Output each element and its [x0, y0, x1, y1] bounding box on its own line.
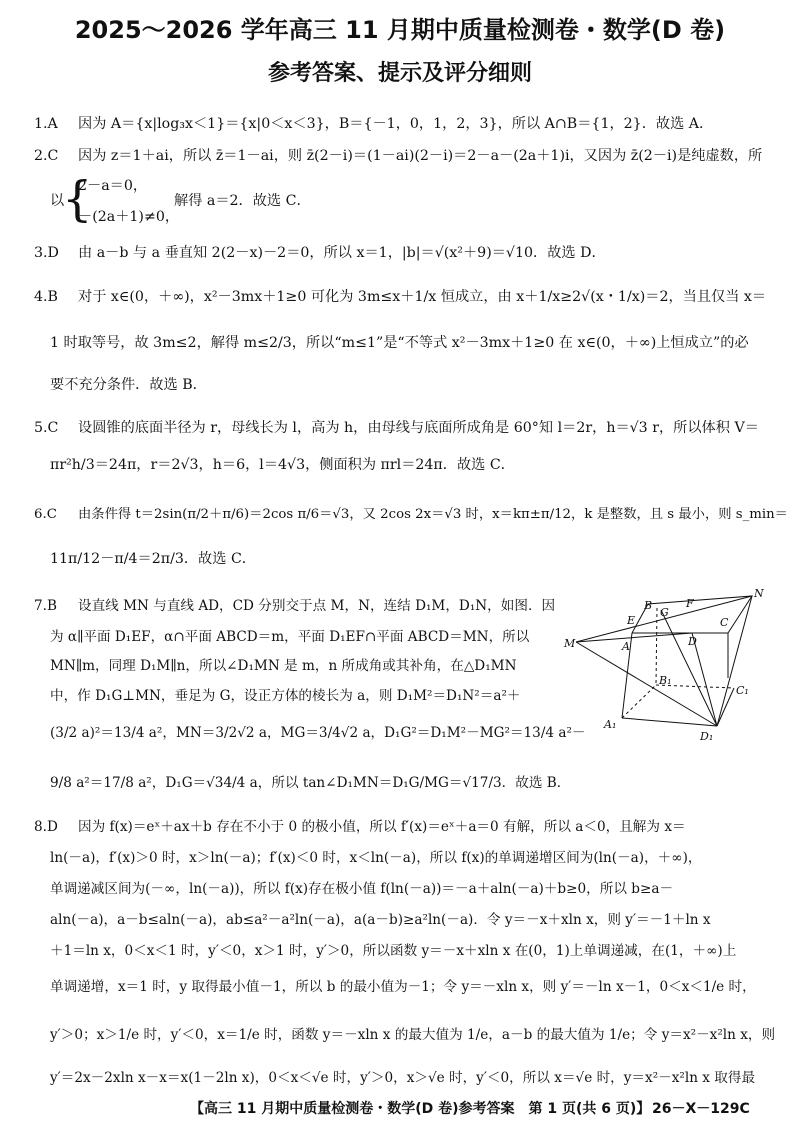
edge-A1D1: [622, 718, 717, 726]
solution-7: [34, 596, 555, 616]
label-D: D: [688, 635, 697, 648]
label-F: F: [686, 597, 694, 610]
line-MD1: [576, 642, 717, 726]
solution-text: 9/8 a²＝17/8 a²，D₁G＝√34/4 a，所以 tan∠D₁MN＝D₁G/MG＝√17/3．故选 B．: [50, 775, 571, 791]
answer-label: 6.C: [34, 507, 57, 522]
solution-text: 单调递增，x＝1 时，y 取得最小值－1，所以 b 的最小值为－1；令 y＝－xln x，则 y′＝－ln x－1，0＜x＜1/e 时，: [50, 979, 756, 995]
answer-label: 1.A: [34, 116, 58, 132]
answer-label: 7.B: [34, 598, 57, 614]
footer-code: 26－X－129C: [652, 1101, 750, 1117]
line-GD1: [661, 610, 717, 726]
solution-text: 因为 z＝1＋ai，所以 z̄＝1－ai，则 z̄(2－i)＝(1－ai)(2－i)＝2－a－(2a＋1)i，又因为 z̄(2－i)是纯虚数，所: [78, 148, 763, 164]
solution-2: [34, 146, 762, 166]
solution-8: [34, 817, 686, 837]
answer-label: 3.D: [34, 245, 59, 261]
solution-text: MN∥m，同理 D₁M∥n，所以∠D₁MN 是 m，n 所成角或其补角，在△D₁MN: [50, 658, 517, 674]
solution-text: 11π/12－π/4＝2π/3．故选 C．: [50, 551, 256, 567]
solution-text: 由条件得 t＝2sin(π/2＋π/6)＝2cos π/6＝√3，又 2cos 2x＝√3 时，x＝kπ±π/12，k 是整数，且 s 最小，则 s_min＝: [78, 507, 788, 522]
solution-text: 1 时取等号，故 3m≤2，解得 m≤2/3，所以“m≤1”是“不等式 x²－3mx＋1≥0 在 x∈(0，＋∞)上恒成立”的必: [50, 335, 749, 351]
solution-text: 中，作 D₁G⊥MN，垂足为 G，设正方体的棱长为 a，则 D₁M²＝D₁N²＝a²＋: [50, 688, 521, 704]
footer-info: 【高三 11 月期中质量检测卷・数学(D 卷)参考答案 第 1 页(共 6 页)】: [190, 1101, 651, 1117]
label-D1: D₁: [700, 730, 714, 743]
solution-text: 设圆锥的底面半径为 r，母线长为 l，高为 h，由母线与底面所成角是 60°知 l＝2r，h＝√3 r，所以体积 V＝: [78, 420, 759, 436]
system-eq-2: －(2a＋1)≠0，: [78, 209, 180, 225]
answer-label: 2.C: [34, 148, 59, 164]
label-B: B: [644, 599, 653, 612]
brace: {: [62, 171, 93, 227]
solution-3: [34, 243, 606, 263]
answer-label: 5.C: [34, 420, 59, 436]
page-subtitle: 参考答案、提示及评分细则: [267, 61, 532, 86]
solution-text: 由 a－b 与 a 垂直知 2(2－x)－2＝0，所以 x＝1，|b|＝√(x²＋9)＝√10．故选 D．: [78, 245, 606, 261]
label-C1: C₁: [736, 684, 749, 697]
answer-label: 8.D: [34, 819, 58, 835]
solution-text: 设直线 MN 与直线 AD，CD 分别交于点 M，N，连结 D₁M，D₁N，如图．因: [78, 598, 556, 614]
system-eq-1: 2－a＝0，: [78, 178, 148, 194]
solution-text: y′＝2x－2xln x－x＝x(1－2ln x)，0＜x＜√e 时，y′＞0，x＞√e 时，y′＜0，所以 x＝√e 时，y＝x²－x²ln x 取得最: [50, 1070, 756, 1086]
label-G: G: [660, 606, 669, 619]
solution-text: 要不充分条件．故选 B．: [50, 377, 207, 393]
label-M: M: [564, 637, 576, 650]
solution-text: aln(－a)，a－b≤aln(－a)，ab≤a²－a²ln(－a)，a(a－b)≥a²ln(－a)．令 y＝－x＋xln x，则 y′＝－1＋ln x: [50, 912, 711, 928]
solution-5: [34, 418, 759, 438]
solution-6: [34, 505, 788, 525]
label-A1: A₁: [604, 718, 617, 731]
solution-text: (3/2 a)²＝13/4 a²，MN＝3/2√2 a，MG＝3/4√2 a，D₁G²＝D₁M²－MG²＝13/4 a²－: [50, 725, 586, 741]
solution-text: 单调递减区间为(－∞，ln(－a))，所以 f(x)存在极小值 f(ln(－a))＝－a＋aln(－a)＋b≥0，所以 b≥a－: [50, 881, 674, 897]
solution-text: πr²h/3＝24π，r＝2√3，h＝6，l＝4√3，侧面积为 πrl＝24π．故选 C．: [50, 457, 515, 473]
label-E: E: [627, 614, 636, 627]
system-prefix: 以: [50, 193, 65, 209]
solution-4: [34, 287, 766, 307]
solution-text: 为 α∥平面 D₁EF，α∩平面 ABCD＝m，平面 D₁EF∩平面 ABCD＝MN，所以: [50, 629, 530, 645]
answer-label: 4.B: [34, 289, 58, 305]
hidden-edge-A1B1: [622, 685, 656, 718]
cube-figure: [562, 588, 772, 748]
page-title: 2025～2026 学年高三 11 月期中质量检测卷・数学(D 卷): [74, 16, 726, 44]
solution-text: ＋1＝ln x，0＜x＜1 时，y′＜0，x＞1 时，y′＞0，所以函数 y＝－x＋xln x 在(0，1)上单调递减，在(1，＋∞)上: [50, 943, 737, 959]
label-C: C: [720, 616, 729, 629]
solution-text: y′＞0；x＞1/e 时，y′＜0，x＝1/e 时，函数 y＝－xln x 的最大值为 1/e，a－b 的最大值为 1/e；令 y＝x²－x²ln x，则: [50, 1027, 776, 1043]
solution-text: ln(－a)，f′(x)＞0 时，x＞ln(－a)；f′(x)＜0 时，x＜ln(－a)，所以 f(x)的单调递增区间为(ln(－a)，＋∞)，: [50, 850, 702, 866]
hidden-edge-BB1: [656, 608, 657, 685]
solution-text: 对于 x∈(0，＋∞)，x²－3mx＋1≥0 可化为 3m≤x＋1/x 恒成立，由 x＋1/x≥2√(x・1/x)＝2，当且仅当 x＝: [78, 289, 767, 305]
solution-1: [34, 114, 713, 134]
label-A: A: [622, 640, 630, 653]
label-B1: B₁: [659, 674, 672, 687]
solution-text: 因为 f(x)＝eˣ＋ax＋b 存在不小于 0 的极小值，所以 f′(x)＝eˣ＋a＝0 有解，所以 a＜0，且解为 x＝: [78, 819, 686, 835]
solution-text: 解得 a＝2．故选 C．: [174, 193, 311, 209]
solution-text: 因为 A＝{x|log₃x＜1}＝{x|0＜x＜3}，B＝{－1，0，1，2，3}，所以 A∩B＝{1，2}．故选 A．: [78, 116, 714, 132]
label-N: N: [754, 588, 764, 600]
